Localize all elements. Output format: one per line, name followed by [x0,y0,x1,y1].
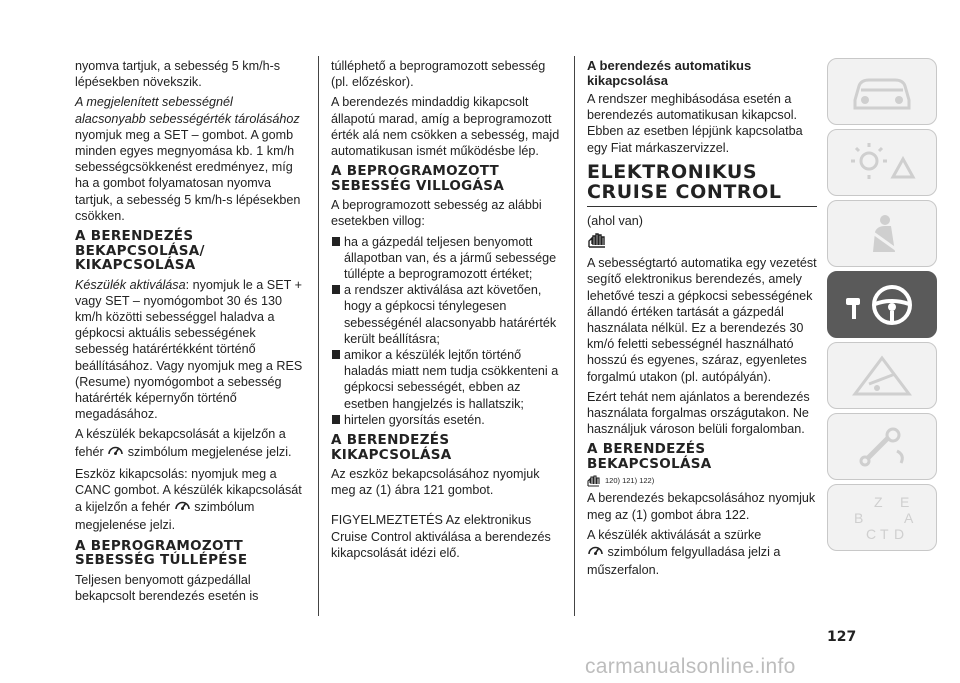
index-letter: A [904,509,914,526]
index-letter: T [880,525,889,542]
heading-villogasa: A BEPROGRAMOZOTT SEBESSÉG VILLOGÁSA [331,163,505,194]
paragraph: Teljesen benyomott gázpedállal bekapcsolt berendezés esetén is [75,572,259,603]
paragraph-text: nyomjuk meg a SET – gombot. A gomb minden egyes megnyomása kb. 1 km/h sebességcsökkenést eredményez, míg ha a gombot folyamatosan nyomva tartjuk, a sebesség 5 km/h-s lépésekben csökken. [75,127,301,223]
column-divider [318,56,319,616]
index-letter: B [854,509,864,526]
square-bullet-icon [331,415,341,424]
paragraph [587,527,817,579]
wrench-icon [847,425,917,469]
square-bullet-icon [331,350,341,359]
heading-bekapcsolasa: A BERENDEZÉS BEKAPCSOLÁSA [587,441,712,472]
italic-lead: A megjelenített sebességnél alacsonyabb sebességérték tárolásához [75,95,300,126]
car-icon [847,70,917,114]
page-number: 127 [827,629,857,645]
list-item [331,412,561,428]
sidebar-item-index[interactable] [827,484,937,551]
cruise-gauge-icon [174,498,191,517]
index-letter: E [900,493,910,510]
index-letter: C [866,525,877,542]
paragraph [75,94,305,224]
list-item-text: amikor a készülék lejtőn történő haladás miatt nem tudja csökkenteni a gépkocsi sebességét, ebben az esetben hangjelzés is hallatszik; [344,348,559,411]
paragraph-text: A készülék bekapcsolását a kijelzőn a fehér [75,427,286,459]
list-item [331,282,561,347]
list-item-text: ha a gázpedál teljesen benyomott állapotban van, és a jármű sebessége túllépte a beprogramozott értéket; [344,234,557,282]
subheading-automatic-off: A berendezés automatikus kikapcsolása [587,58,752,88]
list-item [331,347,561,412]
column-2 [331,58,561,565]
heading-bekapcsolasa: A BERENDEZÉS BEKAPCSOLÁSA/ KIKAPCSOLÁSA [75,228,205,274]
paragraph: A sebességtartó automatika egy vezetést segítő elektronikus berendezés, amely lehetővé teszi a gépkocsi sebességének állandó értéken tartását a gázpedál használata nélkül. Ez a berendezés 30 km/ó feletti sebességnél használható hosszú és egyenes, száraz, egyenletes forgalmú utakon (pl. autópályán). [587,256,817,384]
hand-document-icon [587,233,817,253]
paragraph: A berendezés mindaddig kikapcsolt állapotú marad, amíg a beprogramozott érték alá nem csökken a sebesség, majd automatikusan ismét működésbe lép. [331,95,560,159]
paragraph [75,426,305,461]
sidebar-item-maintenance[interactable] [827,413,937,480]
paragraph: A berendezés bekapcsolásához nyomjuk meg az (1) gombot ábra 122. [587,491,816,522]
list-item-text: hirtelen gyorsítás esetén. [344,412,485,427]
bullet-list [331,234,561,428]
availability-note: (ahol van) [587,213,644,228]
heading-tullepese: A BEPROGRAMOZOTT SEBESSÉG TÚLLÉPÉSE [75,537,248,569]
square-bullet-icon [331,237,341,246]
paragraph-text: A készülék aktiválását a szürke [587,527,762,542]
paragraph [75,277,305,423]
paragraph: nyomva tartjuk, a sebesség 5 km/h-s lépésekben növekszik. [75,59,281,90]
sidebar-item-safety[interactable] [827,200,937,267]
paragraph: FIGYELMEZTETÉS Az elektronikus Cruise Control aktiválása a berendezés kikapcsolását idézi elő. [331,513,551,560]
chapter-sidebar [827,58,937,555]
paragraph: túlléphető a beprogramozott sebesség (pl. előzéskor). [331,59,546,90]
list-item-text: a rendszer aktiválása azt követően, hogy a gépkocsi ténylegesen sebességénél alacsonyabb határérték került beállításra; [344,283,557,346]
italic-lead: Készülék aktiválása [75,277,186,292]
paragraph: Ezért tehát nem ajánlatos a berendezés használata forgalmas országutakon. Ne használjuk városon belüli forgalomban. [587,389,810,437]
paragraph: A rendszer meghibásodása esetén a berendezés automatikusan kikapcsol. Ebben az esetben lépjünk kapcsolatba egy Fiat márkaszervizzel. [587,92,803,155]
paragraph: Az eszköz bekapcsolásához nyomjuk meg az (1) ábra 121 gombot. [331,467,540,498]
paragraph-text: szimbólum felgyulladása jelzi a műszerfalon. [587,545,781,578]
square-bullet-icon [331,285,341,294]
seatbelt-icon [847,212,917,256]
paragraph [75,466,305,534]
cruise-gauge-icon [107,443,124,462]
paragraph-text: szimbólum megjelenése jelzi. [127,444,292,459]
column-1 [75,58,305,608]
watermark: carmanualsonline.info [585,655,796,678]
sidebar-item-lights[interactable] [827,129,937,196]
paragraph-text: : nyomjuk le a SET + vagy SET – nyomógombot 30 és 130 km/h közötti sebességgel haladva a gépkocsi aktuális sebességének sebesség határértékként történő beállításához. Vagy nyomjuk meg a RES (Resume) nyomógombot a sebesség határérték képernyőn történő megadásához. [75,277,303,422]
sidebar-item-car[interactable] [827,58,937,125]
heading-kikapcsolasa: A BERENDEZÉS KIKAPCSOLÁSA [331,432,452,463]
column-3 [587,58,817,582]
section-title: ELEKTRONIKUS CRUISE CONTROL [587,160,782,203]
column-divider [574,56,575,616]
cruise-gauge-icon [587,543,604,562]
paragraph-text: szimbólum megjelenése jelzi. [75,500,255,533]
sidebar-item-driving[interactable] [827,271,937,338]
index-letter: D [894,525,905,542]
title-rule [587,206,817,207]
index-letters-icon [842,493,922,543]
sun-warning-icon [847,141,917,185]
warning-references [587,475,817,487]
list-item [331,234,561,283]
steering-wheel-icon [842,280,922,330]
index-letter: Z [874,493,883,510]
paragraph-text: Eszköz kikapcsolás: nyomjuk meg a CANC gombot. A készülék kikapcsolását a kijelzőn a fehér [75,466,302,515]
reference-numbers: 120) 121) 122) [605,476,655,486]
warning-triangle-icon [847,354,917,398]
hand-warning-icon [587,475,601,487]
sidebar-item-emergency[interactable] [827,342,937,409]
paragraph: A beprogramozott sebesség az alábbi esetekben villog: [331,198,542,229]
